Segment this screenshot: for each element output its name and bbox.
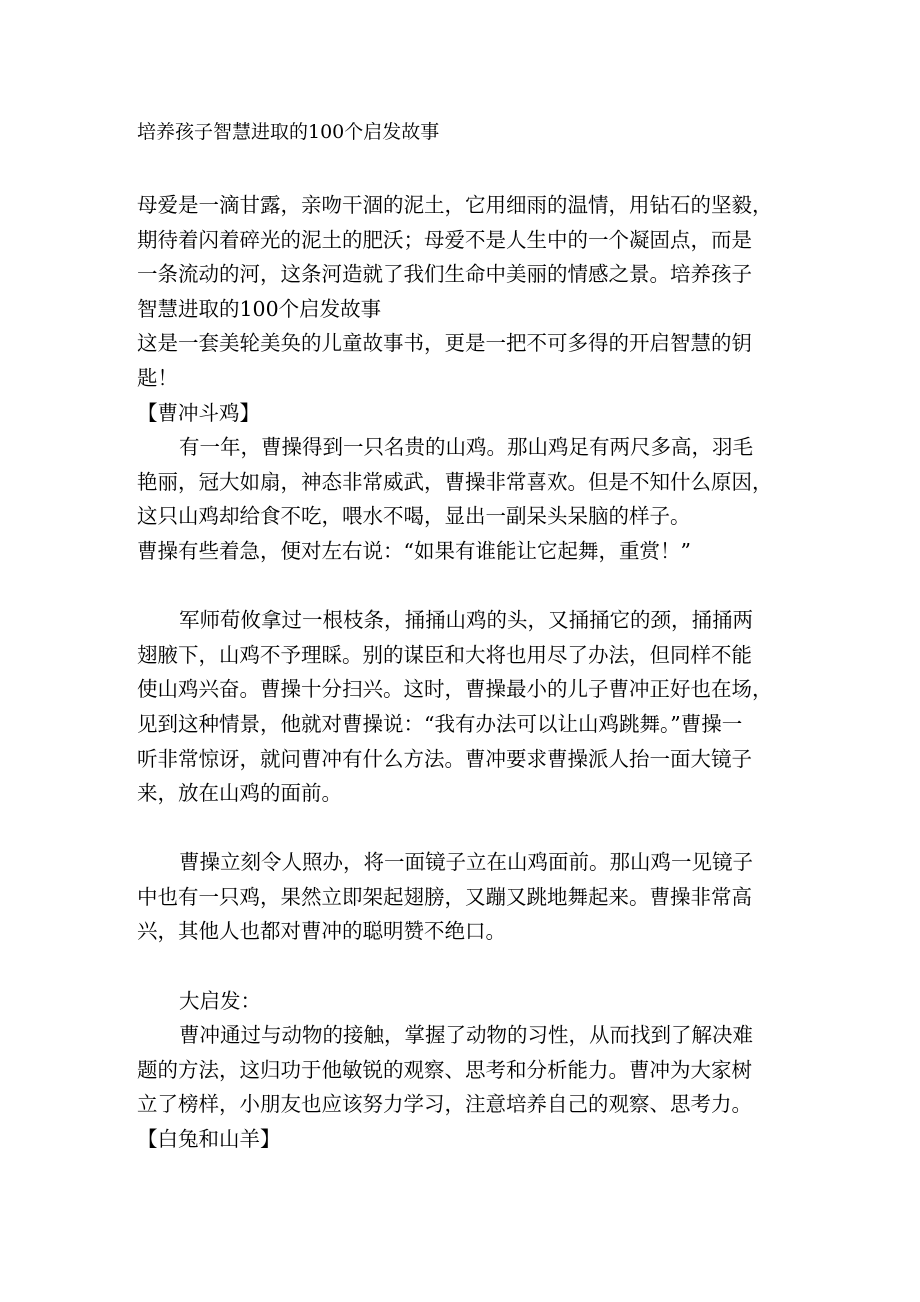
lesson-label: 大启发： <box>179 988 261 1013</box>
spacer <box>137 949 787 984</box>
lesson-paragraph <box>137 1018 787 1122</box>
story-line: 曹操立刻令人照办，将一面镜子立在山鸡面前。那山鸡一见镜子 <box>179 850 753 875</box>
document-title: 培养孩子智慧进取的100个启发故事 <box>137 121 440 143</box>
story-line: 使山鸡兴奋。曹操十分扫兴。这时，曹操最小的儿子曹冲正好也在场， <box>137 677 773 702</box>
story-paragraph <box>137 430 787 534</box>
story-line: 来，放在山鸡的面前。 <box>137 781 342 806</box>
intro-line: 母爱是一滴甘露，亲吻干涸的泥土，它用细雨的温情，用钻石的坚毅， <box>137 193 773 217</box>
intro-line: 匙！ <box>137 365 178 390</box>
intro-line: 这是一套美轮美奂的儿童故事书，更是一把不可多得的开启智慧的钥 <box>137 331 752 356</box>
spacer <box>137 150 787 188</box>
intro-line: 一条流动的河，这条河造就了我们生命中美丽的情感之景。培养孩子 <box>137 262 752 287</box>
lesson-line: 题的方法，这归功于他敏锐的观察、思考和分析能力。曹冲为大家树 <box>137 1057 752 1082</box>
intro-line: 期待着闪着碎光的泥土的肥沃；母爱不是人生中的一个凝固点，而是 <box>137 227 752 252</box>
story-paragraph <box>137 845 787 949</box>
story-heading: 【白兔和山羊】 <box>137 1127 281 1152</box>
story-line: 兴，其他人也都对曹冲的聪明赞不绝口。 <box>137 919 506 944</box>
intro-paragraph <box>137 188 787 396</box>
story-line: 军师荀攸拿过一根枝条，捅捅山鸡的头，又捅捅它的颈，捅捅两 <box>179 608 753 633</box>
spacer <box>137 569 787 604</box>
story-line: 见到这种情景，他就对曹操说：“我有办法可以让山鸡跳舞。”曹操一 <box>137 711 743 736</box>
story-line: 有一年，曹操得到一只名贵的山鸡。那山鸡足有两尺多高，羽毛 <box>179 435 753 460</box>
story-line: 这只山鸡却给食不吃，喂水不喝，显出一副呆头呆脑的样子。 <box>137 504 691 529</box>
intro-line: 智慧进取的100个启发故事 <box>137 296 382 321</box>
story-line: 中也有一只鸡，果然立即架起翅膀，又蹦又跳地舞起来。曹操非常高 <box>137 884 752 909</box>
lesson-line: 立了榜样，小朋友也应该努力学习，注意培养自己的观察、思考力。 <box>137 1092 752 1117</box>
story-line: 听非常惊讶，就问曹冲有什么方法。曹冲要求曹操派人抬一面大镜子 <box>137 746 752 771</box>
story-paragraph <box>137 603 787 811</box>
story-line: 曹操有些着急，便对左右说：“如果有谁能让它起舞，重赏！” <box>137 538 691 563</box>
spacer <box>137 811 787 846</box>
lesson-line: 曹冲通过与动物的接触，掌握了动物的习性，从而找到了解决难 <box>179 1023 753 1048</box>
document-page <box>137 114 787 1157</box>
story-line: 艳丽，冠大如扇，神态非常威武，曹操非常喜欢。但是不知什么原因， <box>137 469 773 494</box>
story-heading: 【曹冲斗鸡】 <box>137 400 260 425</box>
story-line: 翅腋下，山鸡不予理睬。别的谋臣和大将也用尽了办法，但同样不能 <box>137 642 752 667</box>
